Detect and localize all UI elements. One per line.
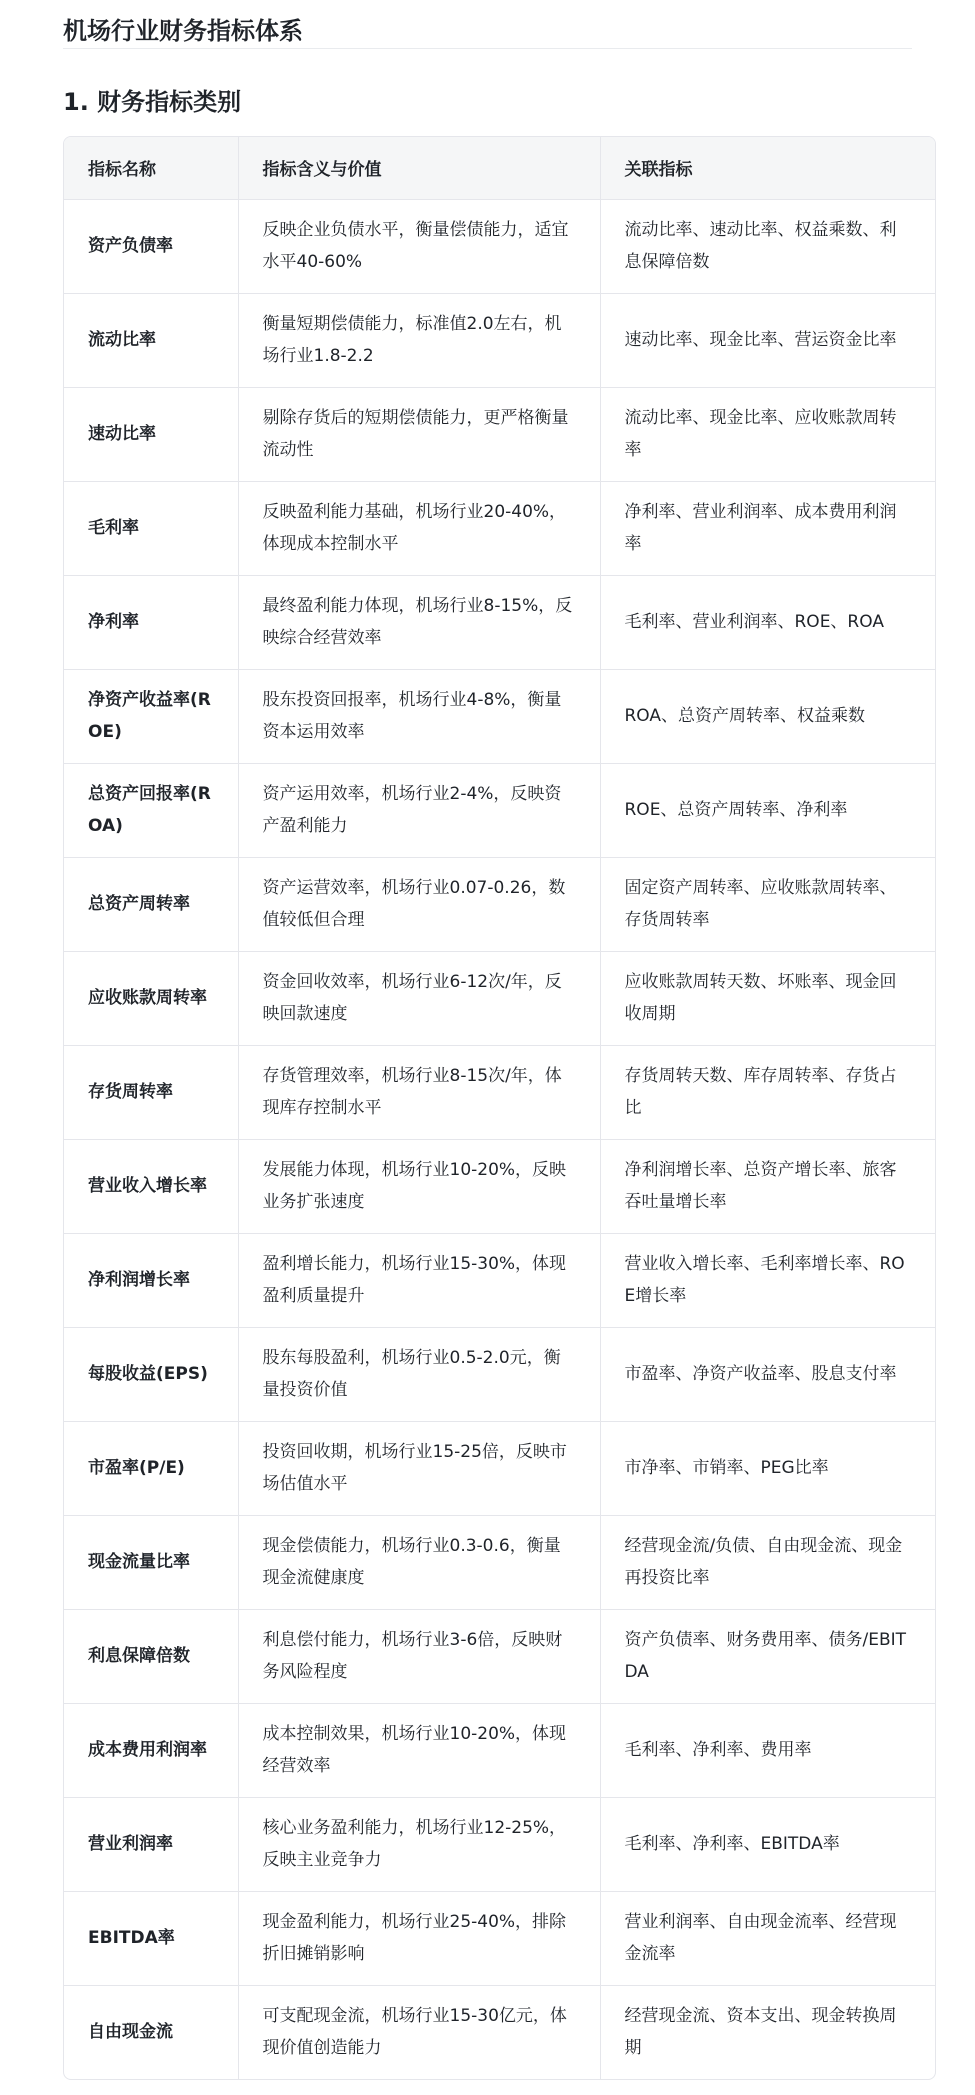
section-title: 1. 财务指标类别 — [63, 88, 242, 116]
meaning-value-cell: 盈利增长能力，机场行业15-30%，体现盈利质量提升 — [238, 1233, 600, 1327]
indicator-name-cell: 净利润增长率 — [88, 1270, 190, 1290]
meaning-value-cell: 资产运用效率，机场行业2-4%，反映资产盈利能力 — [238, 763, 600, 857]
indicator-table-container — [63, 136, 936, 2080]
table-row — [64, 1797, 935, 1891]
related-indicators-cell: 市净率、市销率、PEG比率 — [600, 1421, 935, 1515]
meaning-value-cell: 可支配现金流，机场行业15-30亿元，体现价值创造能力 — [238, 1985, 600, 2079]
table-row — [64, 1045, 935, 1139]
indicator-name-cell: 总资产回报率(ROA) — [88, 784, 211, 836]
related-indicators-cell: ROE、总资产周转率、净利率 — [600, 763, 935, 857]
meaning-value-cell: 最终盈利能力体现，机场行业8-15%，反映综合经营效率 — [238, 575, 600, 669]
table-row — [64, 763, 935, 857]
related-indicators-cell: 毛利率、营业利润率、ROE、ROA — [600, 575, 935, 669]
related-indicators-cell: 应收账款周转天数、坏账率、现金回收周期 — [600, 951, 935, 1045]
related-indicators-cell: 市盈率、净资产收益率、股息支付率 — [600, 1327, 935, 1421]
related-indicators-cell: ROA、总资产周转率、权益乘数 — [600, 669, 935, 763]
indicator-name-cell: 利息保障倍数 — [88, 1646, 190, 1666]
meaning-value-cell: 资产运营效率，机场行业0.07-0.26，数值较低但合理 — [238, 857, 600, 951]
header-related-indicators: 关联指标 — [600, 137, 935, 199]
meaning-value-cell: 反映盈利能力基础，机场行业20-40%，体现成本控制水平 — [238, 481, 600, 575]
indicator-name-cell: 总资产周转率 — [88, 894, 190, 914]
related-indicators-cell: 资产负债率、财务费用率、债务/EBITDA — [600, 1609, 935, 1703]
table-row — [64, 1703, 935, 1797]
indicator-name-cell: 自由现金流 — [88, 2022, 173, 2043]
meaning-value-cell: 发展能力体现，机场行业10-20%，反映业务扩张速度 — [238, 1139, 600, 1233]
header-indicator-name: 指标名称 — [88, 160, 156, 181]
indicator-table — [64, 137, 935, 2079]
table-header-row — [64, 137, 935, 199]
indicator-name-cell: 成本费用利润率 — [88, 1740, 207, 1760]
related-indicators-cell: 流动比率、速动比率、权益乘数、利息保障倍数 — [600, 199, 935, 293]
table-row — [64, 669, 935, 763]
indicator-name-cell: 营业收入增长率 — [88, 1176, 207, 1196]
table-row — [64, 1515, 935, 1609]
related-indicators-cell: 经营现金流/负债、自由现金流、现金再投资比率 — [600, 1515, 935, 1609]
related-indicators-cell: 净利润增长率、总资产增长率、旅客吞吐量增长率 — [600, 1139, 935, 1233]
header-meaning-value: 指标含义与价值 — [238, 137, 600, 199]
meaning-value-cell: 剔除存货后的短期偿债能力，更严格衡量流动性 — [238, 387, 600, 481]
meaning-value-cell: 股东每股盈利，机场行业0.5-2.0元，衡量投资价值 — [238, 1327, 600, 1421]
related-indicators-cell: 净利率、营业利润率、成本费用利润率 — [600, 481, 935, 575]
document-title: 机场行业财务指标体系 — [63, 0, 912, 49]
table-row — [64, 575, 935, 669]
indicator-name-cell: EBITDA率 — [88, 1928, 175, 1948]
indicator-name-cell: 资产负债率 — [88, 236, 173, 256]
meaning-value-cell: 反映企业负债水平，衡量偿债能力，适宜水平40-60% — [238, 199, 600, 293]
indicator-name-cell: 净资产收益率(ROE) — [88, 690, 211, 742]
table-row — [64, 1891, 935, 1985]
table-row — [64, 293, 935, 387]
indicator-name-cell: 营业利润率 — [88, 1834, 173, 1854]
related-indicators-cell: 营业收入增长率、毛利率增长率、ROE增长率 — [600, 1233, 935, 1327]
indicator-name-cell: 毛利率 — [88, 518, 139, 538]
related-indicators-cell: 固定资产周转率、应收账款周转率、存货周转率 — [600, 857, 935, 951]
meaning-value-cell: 资金回收效率，机场行业6-12次/年，反映回款速度 — [238, 951, 600, 1045]
related-indicators-cell: 经营现金流、资本支出、现金转换周期 — [600, 1985, 935, 2079]
meaning-value-cell: 利息偿付能力，机场行业3-6倍，反映财务风险程度 — [238, 1609, 600, 1703]
table-row — [64, 199, 935, 293]
related-indicators-cell: 毛利率、净利率、EBITDA率 — [600, 1797, 935, 1891]
meaning-value-cell: 衡量短期偿债能力，标准值2.0左右，机场行业1.8-2.2 — [238, 293, 600, 387]
related-indicators-cell: 毛利率、净利率、费用率 — [600, 1703, 935, 1797]
meaning-value-cell: 股东投资回报率，机场行业4-8%，衡量资本运用效率 — [238, 669, 600, 763]
table-row — [64, 1233, 935, 1327]
table-row — [64, 1139, 935, 1233]
indicator-name-cell: 净利率 — [88, 612, 139, 632]
table-body — [64, 199, 935, 2079]
meaning-value-cell: 存货管理效率，机场行业8-15次/年，体现库存控制水平 — [238, 1045, 600, 1139]
meaning-value-cell: 现金盈利能力，机场行业25-40%，排除折旧摊销影响 — [238, 1891, 600, 1985]
related-indicators-cell: 流动比率、现金比率、应收账款周转率 — [600, 387, 935, 481]
indicator-name-cell: 速动比率 — [88, 424, 156, 444]
table-row — [64, 951, 935, 1045]
indicator-name-cell: 市盈率(P/E) — [88, 1458, 185, 1478]
table-row — [64, 1327, 935, 1421]
indicator-name-cell: 现金流量比率 — [88, 1552, 190, 1572]
related-indicators-cell: 存货周转天数、库存周转率、存货占比 — [600, 1045, 935, 1139]
meaning-value-cell: 现金偿债能力，机场行业0.3-0.6，衡量现金流健康度 — [238, 1515, 600, 1609]
related-indicators-cell: 营业利润率、自由现金流率、经营现金流率 — [600, 1891, 935, 1985]
indicator-name-cell: 流动比率 — [88, 330, 156, 350]
table-row — [64, 1421, 935, 1515]
related-indicators-cell: 速动比率、现金比率、营运资金比率 — [600, 293, 935, 387]
table-row — [64, 481, 935, 575]
indicator-name-cell: 存货周转率 — [88, 1082, 173, 1102]
meaning-value-cell: 投资回收期，机场行业15-25倍，反映市场估值水平 — [238, 1421, 600, 1515]
indicator-name-cell: 每股收益(EPS) — [88, 1364, 208, 1384]
table-row — [64, 1609, 935, 1703]
table-row — [64, 387, 935, 481]
meaning-value-cell: 核心业务盈利能力，机场行业12-25%，反映主业竞争力 — [238, 1797, 600, 1891]
table-row — [64, 1985, 935, 2079]
table-header — [64, 137, 935, 199]
table-row — [64, 857, 935, 951]
indicator-name-cell: 应收账款周转率 — [88, 988, 207, 1008]
meaning-value-cell: 成本控制效果，机场行业10-20%，体现经营效率 — [238, 1703, 600, 1797]
